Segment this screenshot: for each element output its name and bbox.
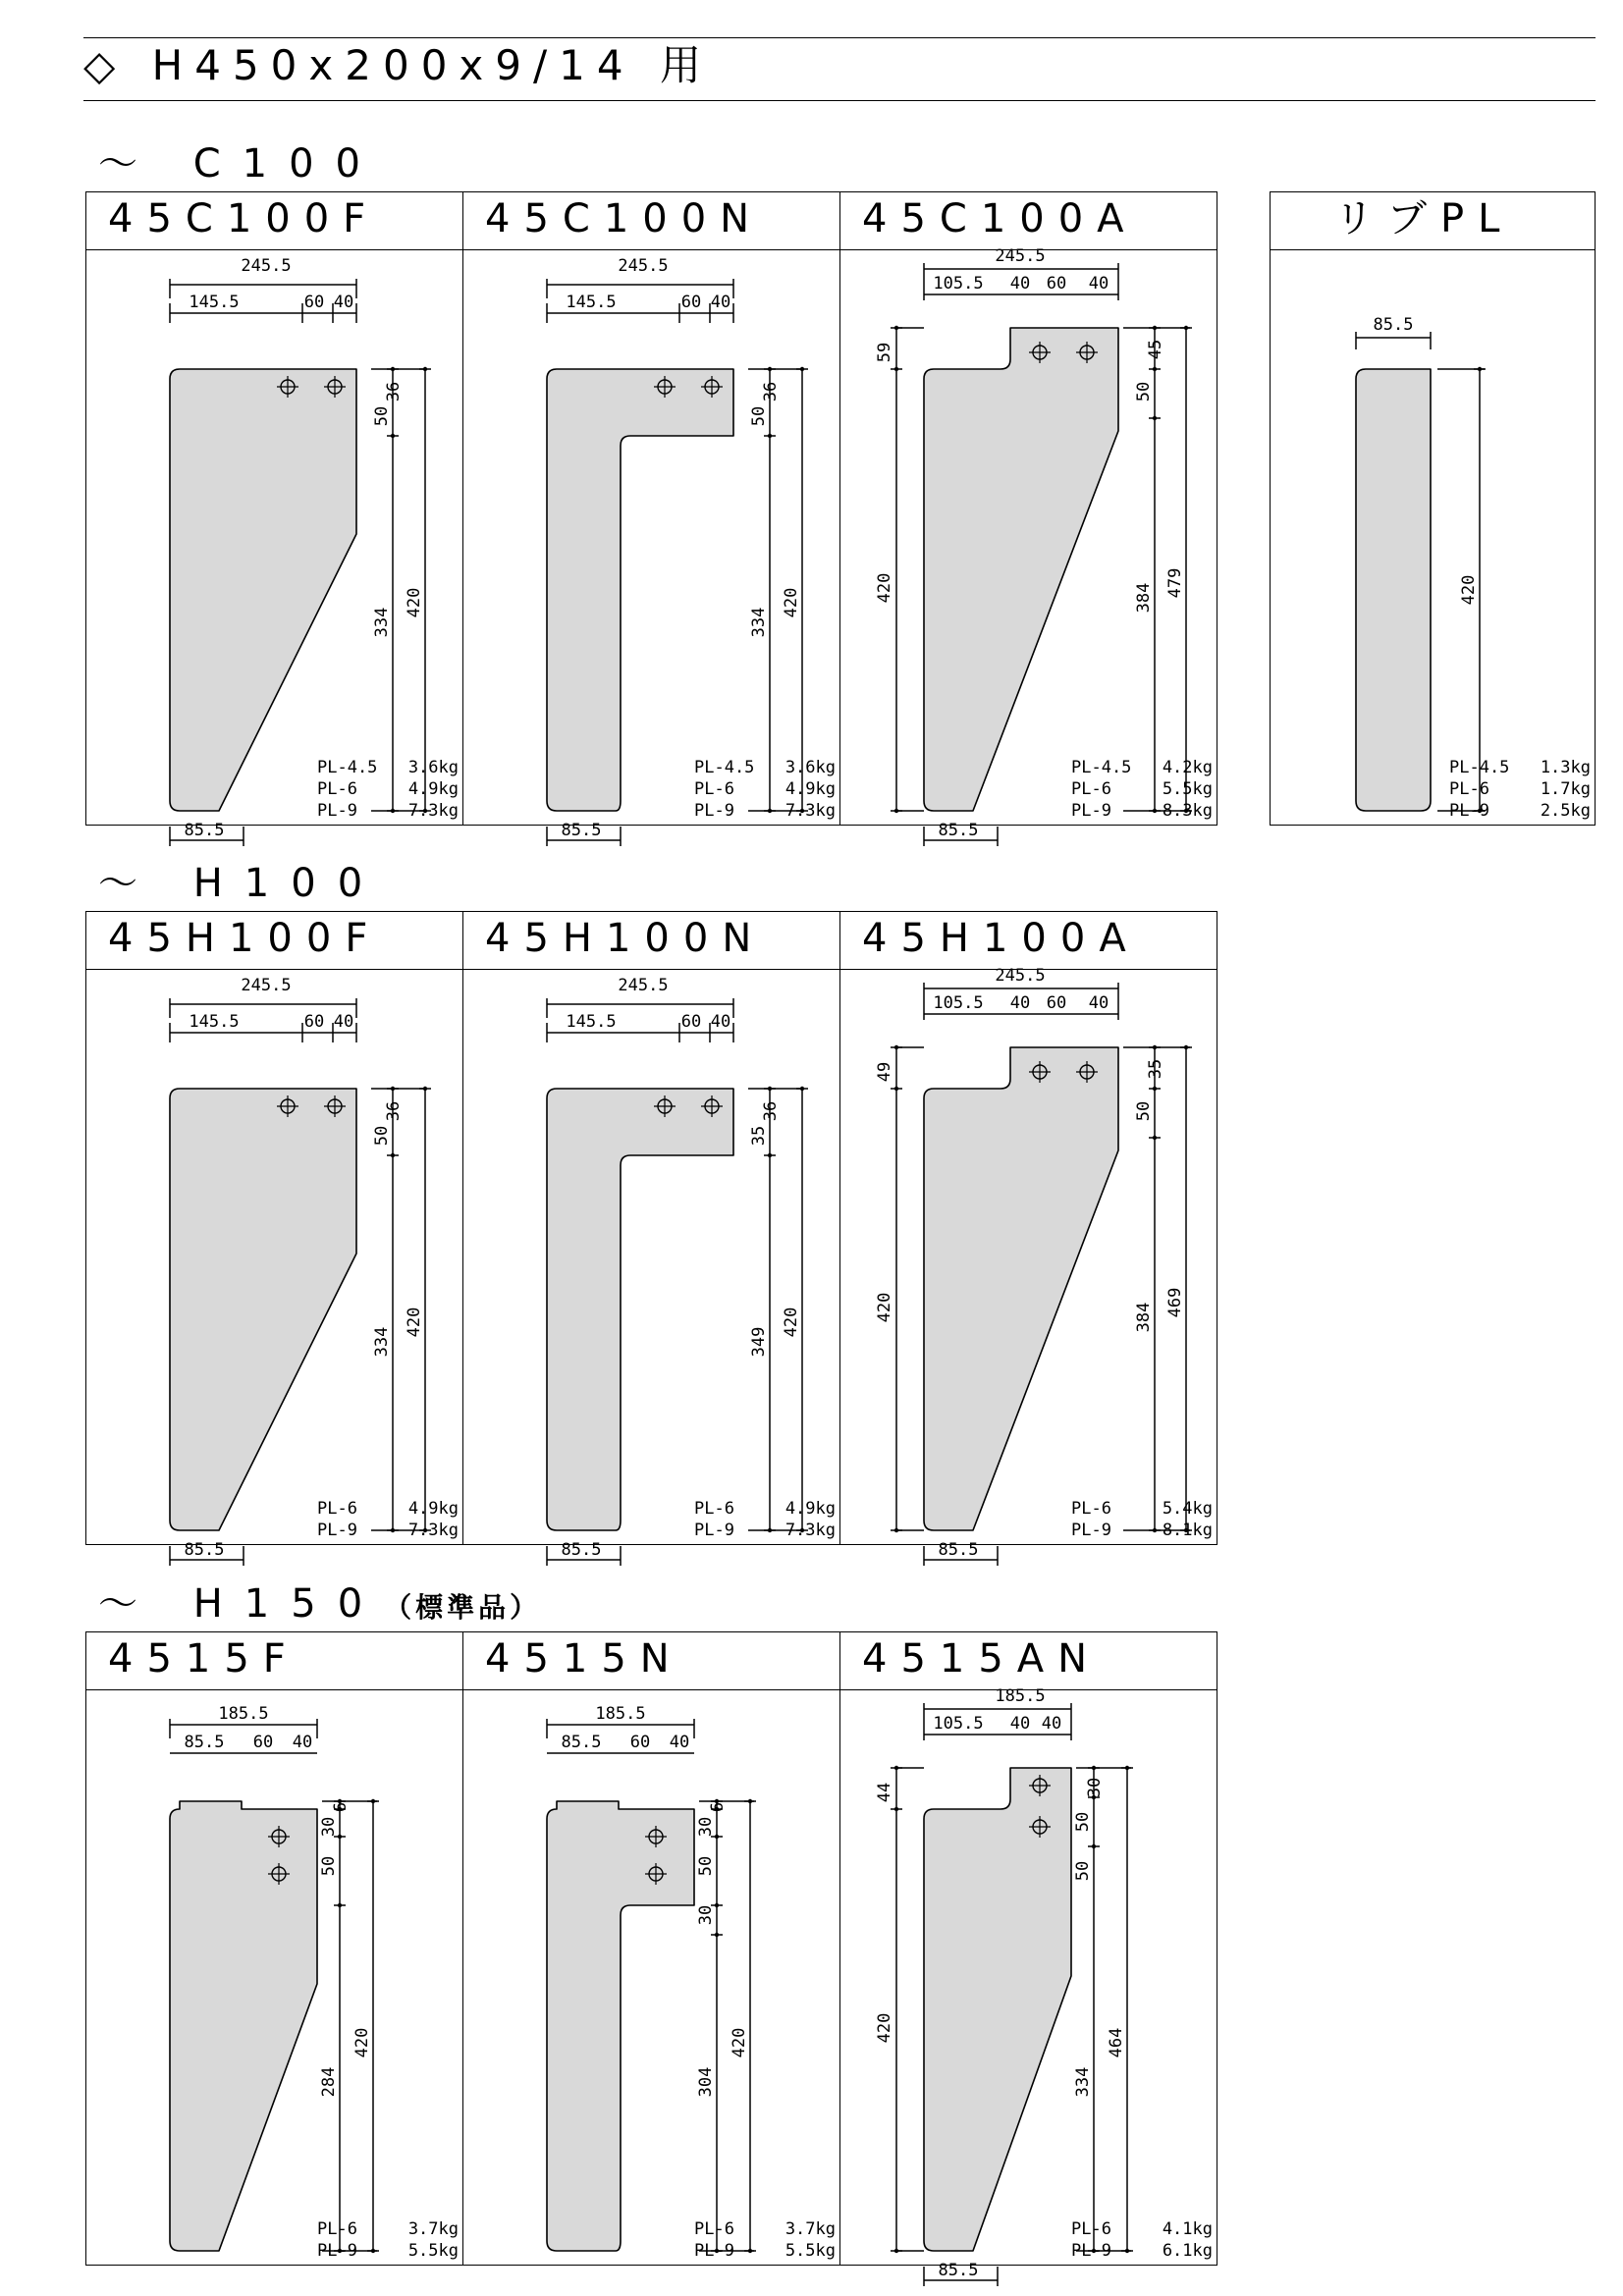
part-drawing bbox=[463, 1689, 840, 2265]
weight-row bbox=[1071, 1498, 1213, 1520]
dim-c: 40 bbox=[333, 293, 354, 312]
weight-row bbox=[1071, 2240, 1213, 2262]
plate-thickness: PL-6 bbox=[317, 2219, 388, 2239]
dim-v4: 420 bbox=[782, 587, 801, 618]
dim-tick bbox=[768, 434, 772, 438]
weight-row bbox=[694, 2240, 836, 2262]
dim-top-total: 185.5 bbox=[595, 1704, 646, 1724]
dim-b: 60 bbox=[303, 1012, 325, 1032]
part-card-4515n bbox=[462, 1631, 840, 2266]
part-name: 45H100A bbox=[862, 916, 1140, 961]
plate-thickness: PL-9 bbox=[317, 2241, 388, 2261]
weight-row bbox=[317, 2240, 459, 2262]
part-header bbox=[463, 912, 839, 970]
dim-v1: 30 bbox=[319, 1816, 339, 1838]
dim-c: 60 bbox=[1046, 993, 1067, 1013]
dim-b: 40 bbox=[1009, 1714, 1031, 1734]
plate-weight: 8.3kg bbox=[1162, 801, 1213, 821]
plate-thickness: PL-6 bbox=[317, 779, 388, 799]
plate-weight: 3.7kg bbox=[407, 2219, 459, 2239]
dim-left1: 44 bbox=[875, 1782, 894, 1803]
part-name: 4515F bbox=[108, 1636, 299, 1682]
weight-table bbox=[1071, 757, 1213, 822]
dim-tick bbox=[1153, 1136, 1157, 1140]
plate-thickness: PL-9 bbox=[1071, 1521, 1142, 1540]
weight-row bbox=[694, 757, 836, 778]
dim-top-total: 245.5 bbox=[995, 966, 1046, 986]
weight-row bbox=[694, 1520, 836, 1541]
dim-v3: 334 bbox=[749, 607, 769, 638]
dim-v3: 384 bbox=[1134, 582, 1154, 614]
plate-weight: 3.6kg bbox=[407, 758, 459, 777]
plate-weight: 4.2kg bbox=[1162, 758, 1213, 777]
plate-weight: 5.5kg bbox=[784, 2241, 836, 2261]
dim-left2: 420 bbox=[875, 572, 894, 604]
dim-bottom: 85.5 bbox=[184, 1540, 225, 1560]
gusset-plate bbox=[1356, 369, 1431, 811]
gusset-plate bbox=[170, 1801, 317, 2251]
dim-b: 40 bbox=[1009, 274, 1031, 294]
dim-v1: 36 bbox=[761, 381, 781, 402]
dim-v4: 469 bbox=[1165, 1287, 1185, 1318]
dim-tick bbox=[894, 326, 898, 330]
plate-thickness: PL-9 bbox=[1071, 2241, 1142, 2261]
part-card-4515an bbox=[839, 1631, 1217, 2280]
weight-row bbox=[1071, 800, 1213, 822]
part-name: 4515AN bbox=[862, 1636, 1102, 1682]
dim-v2b: 30 bbox=[696, 1904, 716, 1926]
plate-weight: 4.1kg bbox=[1162, 2219, 1213, 2239]
dim-a: 145.5 bbox=[189, 293, 240, 312]
dim-b: 60 bbox=[252, 1733, 274, 1752]
dim-c: 60 bbox=[1046, 274, 1067, 294]
dim-top-total: 245.5 bbox=[995, 246, 1046, 266]
dim-tick bbox=[715, 1933, 719, 1937]
plate-weight: 5.4kg bbox=[1162, 1499, 1213, 1519]
plate-thickness: PL-9 bbox=[694, 1521, 765, 1540]
weight-table bbox=[317, 757, 459, 822]
gusset-plate bbox=[924, 1047, 1118, 1530]
dim-b: 40 bbox=[1009, 993, 1031, 1013]
dim-tick bbox=[1153, 1087, 1157, 1091]
dim-v4: 420 bbox=[730, 2027, 749, 2058]
plate-thickness: PL-4.5 bbox=[1071, 758, 1142, 777]
dim-v3: 284 bbox=[319, 2066, 339, 2098]
weight-table bbox=[317, 2218, 459, 2262]
dim-c: 40 bbox=[710, 293, 731, 312]
weight-row bbox=[317, 2218, 459, 2240]
dim-c: 40 bbox=[292, 1733, 313, 1752]
dim-tick bbox=[338, 1903, 342, 1907]
part-header bbox=[86, 1632, 462, 1690]
part-card-45h100n bbox=[462, 911, 840, 1560]
part-card-45h100f bbox=[85, 911, 463, 1560]
plate-weight: 4.9kg bbox=[784, 1499, 836, 1519]
dim-a: 85.5 bbox=[184, 1733, 225, 1752]
dim-tick bbox=[391, 1153, 395, 1157]
dim-v3: 334 bbox=[372, 607, 392, 638]
dim-v1: 35 bbox=[1146, 1058, 1165, 1080]
plate-thickness: PL-6 bbox=[694, 779, 765, 799]
dim-v3: 349 bbox=[749, 1326, 769, 1358]
part-header bbox=[86, 192, 462, 250]
weight-table bbox=[1071, 2218, 1213, 2262]
plate-weight: 3.6kg bbox=[784, 758, 836, 777]
dim-v2: 50 bbox=[319, 1855, 339, 1877]
weight-row bbox=[1449, 778, 1591, 800]
dim-v4: 420 bbox=[352, 2027, 372, 2058]
title-rule-bottom bbox=[83, 100, 1596, 101]
dim-bottom: 85.5 bbox=[561, 821, 602, 840]
section-title-h150: ～ H150（標準品） bbox=[98, 1581, 542, 1627]
plate-thickness: PL-9 bbox=[1071, 801, 1142, 821]
dim-a: 85.5 bbox=[561, 1733, 602, 1752]
plate-weight: 1.7kg bbox=[1540, 779, 1591, 799]
part-header bbox=[840, 192, 1217, 250]
dim-v4: 420 bbox=[405, 1307, 424, 1338]
plate-thickness: PL-6 bbox=[694, 2219, 765, 2239]
dim-c: 40 bbox=[333, 1012, 354, 1032]
part-header bbox=[840, 1632, 1217, 1690]
part-header bbox=[463, 192, 839, 250]
dim-v2b: 50 bbox=[1073, 1860, 1093, 1882]
dim-top-total: 245.5 bbox=[241, 256, 292, 276]
dim-v3: 384 bbox=[1134, 1302, 1154, 1333]
section-title-h100: ～ H100 bbox=[98, 861, 385, 906]
weight-row bbox=[1071, 757, 1213, 778]
plate-thickness: PL-4.5 bbox=[694, 758, 765, 777]
weight-row bbox=[1449, 800, 1591, 822]
plate-weight: 7.3kg bbox=[407, 1521, 459, 1540]
dim-top-total: 85.5 bbox=[1373, 315, 1414, 335]
part-drawing bbox=[463, 249, 840, 840]
plate-thickness: PL-9 bbox=[694, 801, 765, 821]
plate-thickness: PL-6 bbox=[694, 1499, 765, 1519]
part-drawing bbox=[463, 969, 840, 1560]
part-card-45h100a bbox=[839, 911, 1217, 1560]
dim-v4: 420 bbox=[405, 587, 424, 618]
gusset-plate bbox=[547, 1801, 694, 2251]
weight-row bbox=[1071, 1520, 1213, 1541]
plate-weight: 4.9kg bbox=[407, 779, 459, 799]
part-drawing bbox=[1271, 249, 1595, 825]
part-drawing bbox=[840, 1686, 1217, 2280]
weight-row bbox=[317, 1498, 459, 1520]
part-name: 45C100F bbox=[108, 196, 380, 241]
dim-tick bbox=[1092, 1844, 1096, 1848]
dim-a: 145.5 bbox=[566, 1012, 617, 1032]
weight-row bbox=[317, 778, 459, 800]
part-header bbox=[840, 912, 1217, 970]
dim-v4: 464 bbox=[1107, 2027, 1126, 2058]
dim-v1: 36 bbox=[384, 381, 404, 402]
weight-table bbox=[1449, 757, 1591, 822]
weight-table bbox=[694, 757, 836, 822]
dim-a: 145.5 bbox=[566, 293, 617, 312]
standard-note: （標準品） bbox=[384, 1591, 542, 1624]
dim-v2: 50 bbox=[696, 1855, 716, 1877]
title-rule-top bbox=[83, 37, 1596, 38]
dim-c: 40 bbox=[669, 1733, 690, 1752]
plate-weight: 4.9kg bbox=[407, 1499, 459, 1519]
part-card-rib bbox=[1270, 191, 1596, 826]
plate-weight: 4.9kg bbox=[784, 779, 836, 799]
gusset-plate bbox=[924, 328, 1118, 811]
dim-v3: 334 bbox=[372, 1326, 392, 1358]
dim-top-total: 245.5 bbox=[618, 256, 669, 276]
page-title: ◇ H450x200x9/14 用 bbox=[83, 41, 713, 89]
part-card-45c100a bbox=[839, 191, 1217, 840]
part-name: 4515N bbox=[485, 1636, 683, 1682]
weight-table bbox=[694, 2218, 836, 2262]
dim-tick bbox=[894, 809, 898, 813]
dim-tick bbox=[391, 434, 395, 438]
dim-v0: 6 bbox=[331, 1801, 351, 1813]
dim-v2: 50 bbox=[1134, 1100, 1154, 1122]
part-header bbox=[86, 912, 462, 970]
part-name: 45C100N bbox=[485, 196, 764, 241]
dim-left1: 59 bbox=[875, 342, 894, 363]
part-drawing bbox=[840, 966, 1217, 1560]
plate-weight: 1.3kg bbox=[1540, 758, 1591, 777]
dim-bottom: 85.5 bbox=[184, 821, 225, 840]
part-header bbox=[1271, 192, 1595, 250]
dim-c: 40 bbox=[1041, 1714, 1062, 1734]
dim-v4: 420 bbox=[782, 1307, 801, 1338]
plate-thickness: PL-9 bbox=[317, 801, 388, 821]
dim-v4: 479 bbox=[1165, 567, 1185, 599]
part-name: 45C100A bbox=[862, 196, 1138, 241]
dim-tick bbox=[894, 1045, 898, 1049]
part-name: 45H100N bbox=[485, 916, 766, 961]
dim-top-total: 245.5 bbox=[241, 976, 292, 995]
dim-v: 420 bbox=[1459, 574, 1479, 606]
dim-left2: 420 bbox=[875, 2012, 894, 2044]
gusset-plate bbox=[170, 1089, 356, 1530]
dim-d: 40 bbox=[1088, 993, 1109, 1013]
dim-tick bbox=[768, 1153, 772, 1157]
dim-b: 60 bbox=[680, 293, 702, 312]
dim-v3: 334 bbox=[1073, 2066, 1093, 2098]
dim-v1: 30 bbox=[1085, 1777, 1105, 1798]
dim-v2: 50 bbox=[1134, 381, 1154, 402]
dim-bottom: 85.5 bbox=[938, 1540, 979, 1560]
section-title-c100: ～ C100 bbox=[98, 141, 382, 187]
dim-tick bbox=[894, 2249, 898, 2253]
dim-left2: 420 bbox=[875, 1292, 894, 1323]
plate-thickness: PL-4.5 bbox=[1449, 758, 1510, 777]
dim-tick bbox=[1153, 416, 1157, 420]
dim-d: 40 bbox=[1088, 274, 1109, 294]
dim-b: 60 bbox=[629, 1733, 651, 1752]
dim-v2: 50 bbox=[372, 1125, 392, 1147]
dim-bottom: 85.5 bbox=[938, 2261, 979, 2280]
plate-thickness: PL-6 bbox=[1071, 2219, 1142, 2239]
part-drawing bbox=[840, 246, 1217, 840]
dim-v2: 50 bbox=[372, 405, 392, 427]
weight-row bbox=[694, 778, 836, 800]
part-name: リブPL bbox=[1334, 196, 1514, 241]
plate-thickness: PL-6 bbox=[1071, 779, 1142, 799]
plate-weight: 2.5kg bbox=[1540, 801, 1591, 821]
plate-thickness: PL-4.5 bbox=[317, 758, 388, 777]
dim-v1: 45 bbox=[1146, 339, 1165, 360]
plate-thickness: PL-9 bbox=[1449, 801, 1489, 821]
dim-b: 60 bbox=[303, 293, 325, 312]
gusset-plate bbox=[170, 369, 356, 811]
dim-top-total: 185.5 bbox=[218, 1704, 269, 1724]
gusset-plate bbox=[547, 369, 733, 811]
weight-row bbox=[317, 800, 459, 822]
dim-tick bbox=[894, 1807, 898, 1811]
dim-v0: 6 bbox=[708, 1801, 728, 1813]
weight-row bbox=[1449, 757, 1591, 778]
plate-weight: 5.5kg bbox=[407, 2241, 459, 2261]
weight-row bbox=[694, 2218, 836, 2240]
dim-v3: 304 bbox=[696, 2066, 716, 2098]
weight-row bbox=[317, 1520, 459, 1541]
dim-v2: 50 bbox=[1073, 1811, 1093, 1833]
weight-row bbox=[694, 800, 836, 822]
dim-a: 105.5 bbox=[933, 993, 984, 1013]
weight-table bbox=[694, 1498, 836, 1541]
plate-thickness: PL-6 bbox=[317, 1499, 388, 1519]
plate-weight: 7.3kg bbox=[784, 1521, 836, 1540]
weight-row bbox=[1071, 778, 1213, 800]
dim-v1: 30 bbox=[696, 1816, 716, 1838]
part-drawing bbox=[86, 1689, 463, 2265]
dim-tick bbox=[1153, 367, 1157, 371]
weight-table bbox=[1071, 1498, 1213, 1541]
weight-row bbox=[1071, 2218, 1213, 2240]
dim-a: 145.5 bbox=[189, 1012, 240, 1032]
plate-thickness: PL-9 bbox=[317, 1521, 388, 1540]
gusset-plate bbox=[547, 1089, 733, 1530]
dim-v2: 35 bbox=[749, 1125, 769, 1147]
dim-bottom: 85.5 bbox=[938, 821, 979, 840]
part-drawing bbox=[86, 249, 463, 840]
part-drawing bbox=[86, 969, 463, 1560]
plate-weight: 7.3kg bbox=[407, 801, 459, 821]
gusset-plate bbox=[924, 1768, 1071, 2251]
dim-v1: 36 bbox=[384, 1100, 404, 1122]
plate-weight: 5.5kg bbox=[1162, 779, 1213, 799]
dim-a: 105.5 bbox=[933, 274, 984, 294]
dim-v1: 36 bbox=[761, 1100, 781, 1122]
dim-v2: 50 bbox=[749, 405, 769, 427]
part-card-45c100n bbox=[462, 191, 840, 840]
part-name: 45H100F bbox=[108, 916, 382, 961]
weight-table bbox=[317, 1498, 459, 1541]
plate-weight: 3.7kg bbox=[784, 2219, 836, 2239]
dim-b: 60 bbox=[680, 1012, 702, 1032]
plate-thickness: PL-6 bbox=[1449, 779, 1489, 799]
part-card-4515f bbox=[85, 1631, 463, 2266]
weight-row bbox=[694, 1498, 836, 1520]
plate-weight: 7.3kg bbox=[784, 801, 836, 821]
dim-tick bbox=[894, 1766, 898, 1770]
dim-c: 40 bbox=[710, 1012, 731, 1032]
dim-tick bbox=[894, 1087, 898, 1091]
dim-bottom: 85.5 bbox=[561, 1540, 602, 1560]
plate-thickness: PL-9 bbox=[694, 2241, 765, 2261]
plate-weight: 8.1kg bbox=[1162, 1521, 1213, 1540]
part-header bbox=[463, 1632, 839, 1690]
plate-weight: 6.1kg bbox=[1162, 2241, 1213, 2261]
plate-thickness: PL-6 bbox=[1071, 1499, 1142, 1519]
dim-a: 105.5 bbox=[933, 1714, 984, 1734]
weight-row bbox=[317, 757, 459, 778]
dim-top-total: 245.5 bbox=[618, 976, 669, 995]
dim-tick bbox=[894, 1528, 898, 1532]
dim-top-total: 185.5 bbox=[995, 1686, 1046, 1706]
dim-left1: 49 bbox=[875, 1061, 894, 1083]
part-card-45c100f bbox=[85, 191, 463, 840]
dim-tick bbox=[894, 367, 898, 371]
